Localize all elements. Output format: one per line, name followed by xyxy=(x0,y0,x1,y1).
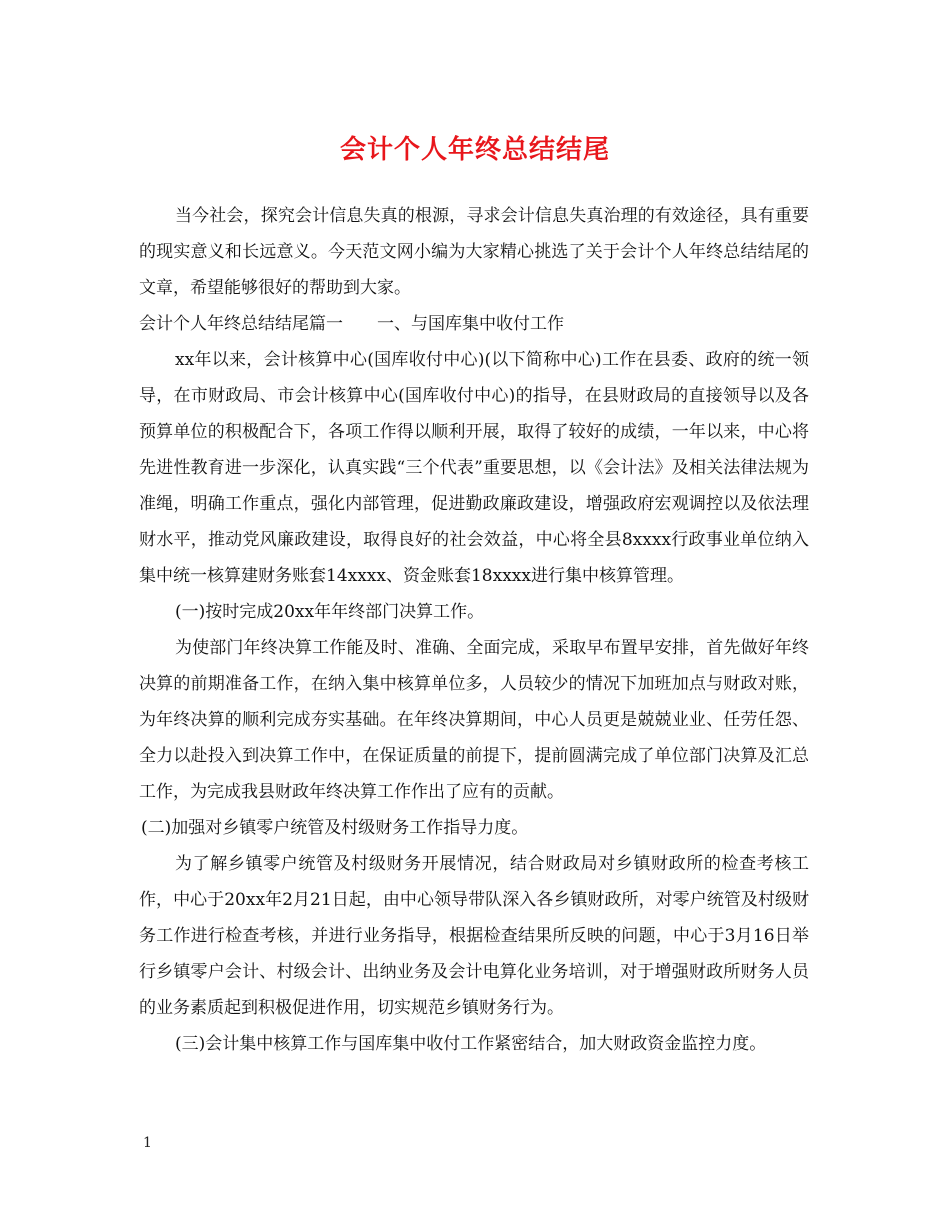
subheading-2: (二)加强对乡镇零户统管及村级财务工作指导力度。 xyxy=(141,818,529,838)
intro-paragraph: 当今社会，探究会计信息失真的根源，寻求会计信息失真治理的有效途径，具有重要的现实意义和长远意义。今天范文网小编为大家精心挑选了关于会计个人年终总结结尾的文章，希望能够很好的帮助到大家。 xyxy=(139,206,809,298)
paragraph-3: 为了解乡镇零户统管及村级财务开展情况，结合财政局对乡镇财政所的检查考核工作，中心于20xx年2月21日起，由中心领导带队深入各乡镇财政所，对零户统管及村级财务工作进行检查考核，并进行业务指导，根据检查结果所反映的问题，中心于3月16日举行乡镇零户会计、村级会计、出纳业务及会计电算化业务培训，对于增强财政所财务人员的业务素质起到积极促进作用，切实规范乡镇财务行为。 xyxy=(139,854,809,1018)
page-number: 1 xyxy=(143,1135,152,1151)
subheading-1: (一)按时完成20xx年年终部门决算工作。 xyxy=(175,602,485,622)
paragraph-2: 为使部门年终决算工作能及时、准确、全面完成，采取早布置早安排，首先做好年终决算的前期准备工作，在纳入集中核算单位多，人员较少的情况下加班加点与财政对账，为年终决算的顺利完成夯实基础。在年终决算期间，中心人员更是兢兢业业、任劳任怨、全力以赴投入到决算工作中，在保证质量的前提下，提前圆满完成了单位部门决算及汇总工作，为完成我县财政年终决算工作作出了应有的贡献。 xyxy=(139,638,809,802)
subheading-3: (三)会计集中核算工作与国库集中收付工作紧密结合，加大财政资金监控力度。 xyxy=(175,1034,767,1054)
paragraph-1: xx年以来，会计核算中心(国库收付中心)(以下简称中心)工作在县委、政府的统一领导，在市财政局、市会计核算中心(国库收付中心)的指导，在县财政局的直接领导以及各预算单位的积极配合下，各项工作得以顺利开展，取得了较好的成绩，一年以来，中心将先进性教育进一步深化，认真实践“三个代表”重要思想，以《会计法》及相关法律法规为准绳，明确工作重点，强化内部管理，促进勤政廉政建设，增强政府宏观调控以及依法理财水平，推动党风廉政建设，取得良好的社会效益，中心将全县8xxxx行政事业单位纳入集中统一核算建财务账套14xxxx、资金账套18xxxx进行集中核算管理。 xyxy=(139,350,809,586)
section-label: 会计个人年终总结结尾篇一 xyxy=(139,314,343,334)
document-body xyxy=(139,198,809,1062)
document-title: 会计个人年终总结结尾 xyxy=(339,135,610,165)
section-heading-line xyxy=(139,306,809,342)
section-heading: 一、与国库集中收付工作 xyxy=(377,314,564,334)
heading-gap xyxy=(343,306,377,342)
